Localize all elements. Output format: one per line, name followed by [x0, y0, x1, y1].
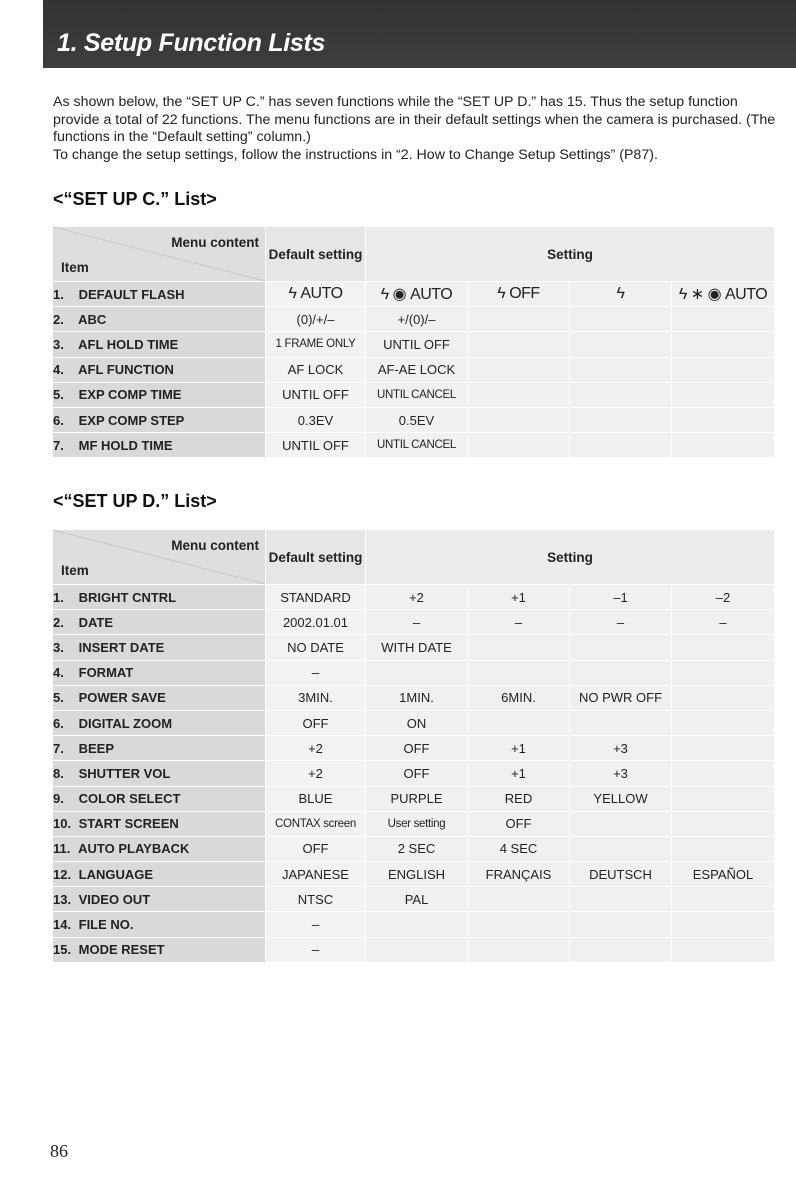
- table-row: [53, 635, 775, 660]
- item-number: 2.: [53, 311, 64, 327]
- setting-option-cell: ϟ OFF: [468, 282, 570, 307]
- setting-option-cell: +3: [570, 761, 672, 786]
- item-name: MODE RESET: [78, 942, 165, 958]
- item-cell: [53, 332, 266, 357]
- setup-d-title: <“SET UP D.” List>: [53, 491, 217, 511]
- setting-option-cell: [672, 433, 775, 458]
- table-row: [53, 407, 775, 432]
- setting-option-cell: [468, 887, 570, 912]
- item-name: AFL HOLD TIME: [78, 336, 179, 352]
- setting-option-cell: UNTIL CANCEL: [366, 433, 468, 458]
- setting-option-cell: [570, 635, 672, 660]
- setup-d-table: [52, 529, 775, 963]
- default-setting-header: Default setting: [266, 227, 366, 282]
- setting-option-cell: [672, 635, 775, 660]
- setting-option-cell: ϟ: [570, 282, 672, 307]
- item-cell: [53, 736, 266, 761]
- item-name: LANGUAGE: [78, 866, 154, 882]
- item-name: DATE: [78, 614, 114, 630]
- table-row: [53, 660, 775, 685]
- setting-option-cell: [570, 710, 672, 735]
- item-number: 8.: [53, 765, 64, 781]
- table-row: [53, 912, 775, 937]
- setting-option-cell: OFF: [468, 811, 570, 836]
- default-value-cell: AF LOCK: [266, 357, 366, 382]
- item-name: EXP COMP STEP: [78, 412, 185, 428]
- table-row: [53, 937, 775, 962]
- item-name: DEFAULT FLASH: [78, 286, 185, 302]
- item-cell: [53, 887, 266, 912]
- item-cell: [53, 433, 266, 458]
- item-number: 9.: [53, 791, 64, 807]
- item-cell: [53, 912, 266, 937]
- item-cell: [53, 382, 266, 407]
- default-value-cell: UNTIL OFF: [266, 382, 366, 407]
- setting-option-cell: UNTIL OFF: [366, 332, 468, 357]
- item-cell: [53, 660, 266, 685]
- table-row: [53, 811, 775, 836]
- default-value-cell: 0.3EV: [266, 407, 366, 432]
- item-number: 3.: [53, 639, 64, 655]
- default-value-cell: –: [266, 937, 366, 962]
- item-name: DIGITAL ZOOM: [78, 715, 173, 731]
- setting-option-cell: +1: [468, 736, 570, 761]
- item-name: SHUTTER VOL: [78, 765, 171, 781]
- item-name: ABC: [78, 311, 107, 327]
- setting-option-cell: [468, 357, 570, 382]
- setting-header: Setting: [366, 530, 775, 585]
- setting-option-cell: [672, 332, 775, 357]
- table-row: [53, 585, 775, 610]
- item-cell: [53, 811, 266, 836]
- item-number: 15.: [53, 942, 72, 958]
- item-name: COLOR SELECT: [78, 791, 181, 807]
- table-row: [53, 282, 775, 307]
- item-number: 4.: [53, 665, 64, 681]
- default-value-cell: UNTIL OFF: [266, 433, 366, 458]
- setting-option-cell: [468, 912, 570, 937]
- setting-option-cell: [570, 357, 672, 382]
- item-header-cell: [53, 227, 266, 282]
- setting-option-cell: –: [672, 610, 775, 635]
- setting-option-cell: ENGLISH: [366, 862, 468, 887]
- item-name: INSERT DATE: [78, 639, 165, 655]
- item-name: START SCREEN: [78, 816, 179, 832]
- menu-content-label: Menu content: [171, 538, 259, 553]
- default-value-cell: JAPANESE: [266, 862, 366, 887]
- setting-option-cell: +1: [468, 585, 570, 610]
- table-row: [53, 382, 775, 407]
- item-number: 6.: [53, 412, 64, 428]
- default-value-cell: (0)/+/–: [266, 307, 366, 332]
- setting-option-cell: [672, 912, 775, 937]
- setting-option-cell: –: [468, 610, 570, 635]
- setting-option-cell: [672, 937, 775, 962]
- setting-option-cell: [570, 836, 672, 861]
- setting-option-cell: [672, 685, 775, 710]
- setting-option-cell: [672, 836, 775, 861]
- page-number: 86: [50, 1141, 68, 1161]
- item-number: 3.: [53, 336, 64, 352]
- setting-option-cell: [672, 887, 775, 912]
- setting-option-cell: –2: [672, 585, 775, 610]
- setting-option-cell: PAL: [366, 887, 468, 912]
- setting-option-cell: [468, 937, 570, 962]
- setting-option-cell: User setting: [366, 811, 468, 836]
- setting-option-cell: DEUTSCH: [570, 862, 672, 887]
- item-number: 6.: [53, 715, 64, 731]
- item-cell: [53, 685, 266, 710]
- item-cell: [53, 786, 266, 811]
- setting-option-cell: [672, 407, 775, 432]
- setting-option-cell: RED: [468, 786, 570, 811]
- default-value-cell: ϟ AUTO: [266, 282, 366, 307]
- item-number: 5.: [53, 690, 64, 706]
- item-name: BRIGHT CNTRL: [78, 589, 177, 605]
- setting-option-cell: –: [570, 610, 672, 635]
- setting-option-cell: ON: [366, 710, 468, 735]
- setting-option-cell: +1: [468, 761, 570, 786]
- item-label: Item: [61, 563, 89, 578]
- table-row: [53, 332, 775, 357]
- default-value-cell: 2002.01.01: [266, 610, 366, 635]
- setting-option-cell: 6MIN.: [468, 685, 570, 710]
- item-name: FILE NO.: [78, 917, 134, 933]
- table-row: [53, 786, 775, 811]
- item-label: Item: [61, 260, 89, 275]
- setting-option-cell: UNTIL CANCEL: [366, 382, 468, 407]
- setting-option-cell: [468, 307, 570, 332]
- intro-paragraph-1: As shown below, the “SET UP C.” has seven functions while the “SET UP D.” has 15. Thus the setup function provide a total of 22 functions. The menu functions are in their default settings when the camera is purchased. (The functions in the “Default setting” column.): [53, 94, 776, 145]
- setting-option-cell: [570, 332, 672, 357]
- item-cell: [53, 862, 266, 887]
- setting-option-cell: [570, 433, 672, 458]
- setting-option-cell: [468, 382, 570, 407]
- setting-option-cell: [468, 407, 570, 432]
- setting-option-cell: [468, 635, 570, 660]
- table-row: [53, 736, 775, 761]
- setting-option-cell: 0.5EV: [366, 407, 468, 432]
- setting-option-cell: +2: [366, 585, 468, 610]
- table-row: [53, 610, 775, 635]
- setting-option-cell: [570, 407, 672, 432]
- item-number: 1.: [53, 286, 64, 302]
- setting-option-cell: [570, 382, 672, 407]
- default-value-cell: –: [266, 912, 366, 937]
- default-value-cell: OFF: [266, 710, 366, 735]
- intro-paragraph-2: To change the setup settings, follow the instructions in “2. How to Change Setup Settings” (P87).: [53, 146, 658, 163]
- item-cell: [53, 585, 266, 610]
- table-row: [53, 862, 775, 887]
- setting-option-cell: OFF: [366, 761, 468, 786]
- default-value-cell: STANDARD: [266, 585, 366, 610]
- item-number: 1.: [53, 589, 64, 605]
- setting-option-cell: [366, 660, 468, 685]
- setting-option-cell: –: [366, 610, 468, 635]
- default-setting-header: Default setting: [266, 530, 366, 585]
- menu-content-label: Menu content: [171, 235, 259, 250]
- setting-option-cell: +3: [570, 736, 672, 761]
- setting-option-cell: [468, 660, 570, 685]
- item-number: 7.: [53, 437, 64, 453]
- default-value-cell: NTSC: [266, 887, 366, 912]
- item-cell: [53, 610, 266, 635]
- setting-option-cell: 4 SEC: [468, 836, 570, 861]
- table-row: [53, 710, 775, 735]
- item-name: POWER SAVE: [78, 690, 166, 706]
- item-cell: [53, 282, 266, 307]
- item-cell: [53, 710, 266, 735]
- setting-option-cell: [672, 736, 775, 761]
- item-cell: [53, 357, 266, 382]
- item-cell: [53, 307, 266, 332]
- setting-option-cell: [672, 307, 775, 332]
- setup-c-header-row: [53, 227, 775, 282]
- setup-c-title: <“SET UP C.” List>: [53, 189, 217, 209]
- setting-option-cell: [672, 710, 775, 735]
- setting-option-cell: 2 SEC: [366, 836, 468, 861]
- setting-option-cell: FRANÇAIS: [468, 862, 570, 887]
- setting-option-cell: [672, 786, 775, 811]
- setting-option-cell: [570, 307, 672, 332]
- setup-c-table: [52, 226, 775, 458]
- table-row: [53, 836, 775, 861]
- default-value-cell: BLUE: [266, 786, 366, 811]
- setting-option-cell: ϟ ◉ AUTO: [366, 282, 468, 307]
- setting-option-cell: YELLOW: [570, 786, 672, 811]
- item-number: 7.: [53, 740, 64, 756]
- item-cell: [53, 836, 266, 861]
- default-value-cell: 3MIN.: [266, 685, 366, 710]
- setting-option-cell: [672, 761, 775, 786]
- item-cell: [53, 407, 266, 432]
- setting-option-cell: [366, 912, 468, 937]
- item-header-cell: [53, 530, 266, 585]
- default-value-cell: CONTAX screen: [266, 811, 366, 836]
- item-number: 2.: [53, 614, 64, 630]
- setting-option-cell: [468, 332, 570, 357]
- item-cell: [53, 761, 266, 786]
- item-number: 13.: [53, 891, 72, 907]
- setting-option-cell: [366, 937, 468, 962]
- item-name: MF HOLD TIME: [78, 437, 173, 453]
- setting-option-cell: ϟ ∗ ◉ AUTO: [672, 282, 775, 307]
- setting-option-cell: –1: [570, 585, 672, 610]
- item-name: EXP COMP TIME: [78, 387, 182, 403]
- setting-option-cell: [570, 660, 672, 685]
- item-number: 14.: [53, 917, 72, 933]
- table-row: [53, 685, 775, 710]
- setup-d-header-row: [53, 530, 775, 585]
- default-value-cell: 1 FRAME ONLY: [266, 332, 366, 357]
- item-name: VIDEO OUT: [78, 891, 151, 907]
- setting-option-cell: [672, 811, 775, 836]
- item-name: FORMAT: [78, 665, 134, 681]
- setting-option-cell: 1MIN.: [366, 685, 468, 710]
- setting-option-cell: [672, 660, 775, 685]
- item-number: 11.: [53, 841, 71, 857]
- table-row: [53, 887, 775, 912]
- item-number: 10.: [53, 816, 72, 832]
- setting-option-cell: ESPAÑOL: [672, 862, 775, 887]
- setting-option-cell: [570, 912, 672, 937]
- item-name: AUTO PLAYBACK: [78, 841, 190, 857]
- setting-option-cell: AF-AE LOCK: [366, 357, 468, 382]
- setting-option-cell: OFF: [366, 736, 468, 761]
- table-row: [53, 307, 775, 332]
- item-number: 5.: [53, 387, 64, 403]
- setting-option-cell: [672, 382, 775, 407]
- table-row: [53, 761, 775, 786]
- item-cell: [53, 937, 266, 962]
- setting-option-cell: [672, 357, 775, 382]
- setting-option-cell: PURPLE: [366, 786, 468, 811]
- setting-option-cell: +/(0)/–: [366, 307, 468, 332]
- item-name: BEEP: [78, 740, 115, 756]
- setting-option-cell: [570, 937, 672, 962]
- intro-text: [53, 94, 778, 164]
- item-name: AFL FUNCTION: [78, 362, 174, 378]
- default-value-cell: NO DATE: [266, 635, 366, 660]
- default-value-cell: –: [266, 660, 366, 685]
- item-number: 12.: [53, 866, 72, 882]
- setting-option-cell: [570, 811, 672, 836]
- setting-option-cell: [570, 887, 672, 912]
- default-value-cell: +2: [266, 736, 366, 761]
- table-row: [53, 433, 775, 458]
- setting-option-cell: [468, 710, 570, 735]
- setting-option-cell: [468, 433, 570, 458]
- setting-option-cell: WITH DATE: [366, 635, 468, 660]
- setting-header: Setting: [366, 227, 775, 282]
- page-title: 1. Setup Function Lists: [57, 29, 326, 57]
- table-row: [53, 357, 775, 382]
- item-number: 4.: [53, 362, 64, 378]
- setting-option-cell: NO PWR OFF: [570, 685, 672, 710]
- default-value-cell: OFF: [266, 836, 366, 861]
- item-cell: [53, 635, 266, 660]
- default-value-cell: +2: [266, 761, 366, 786]
